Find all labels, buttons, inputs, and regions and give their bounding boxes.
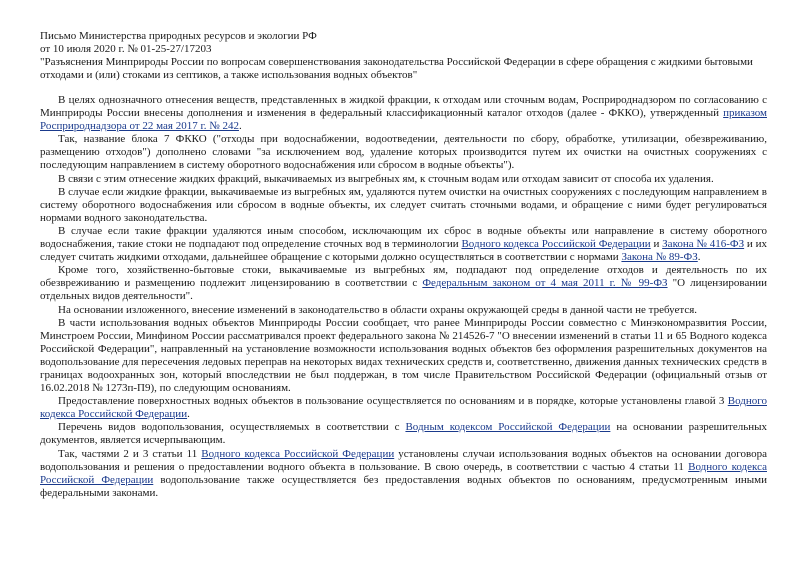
link-law-416[interactable]: Закона № 416-ФЗ [662,238,745,251]
link-order-rpn-242[interactable]: приказом Росприроднадзора от 22 мая 2017 г. № 242 [40,107,767,133]
link-law-89[interactable]: Закона № 89-ФЗ [621,251,698,264]
document-body [40,94,767,500]
document-issuer: Письмо Министерства природных ресурсов и экологии РФ [40,30,317,42]
paragraph-5: В случае если такие фракции удаляются иным способом, исключающим их сброс в водные объекты или направление в систему оборотного водоснабжения, такие стоки не подпадают под определение сточных вод в терминологии Водного кодекса Российской Федерации и Закона № 416-ФЗ и их следует считать жидкими отходами, дальнейшее обращение с которыми должно осуществляться в соответствии с нормами Закона № 89-ФЗ. [40,224,767,264]
document-title: "Разъяснения Минприроды России по вопросам совершенствования законодательства Российской Федерации в сфере обращения с жидкими бытовыми отходами и (или) стоками из септиков, а также использования водных объектов" [40,56,753,81]
paragraph-11: Так, частями 2 и 3 статьи 11 Водного кодекса Российской Федерации установлены случаи использования водных объектов на основании договора водопользования и решения о предоставлении водного объекта в пользование. В свою очередь, в соответствии с частью 4 статьи 11 Водного кодекса Российской Федерации водопользование также осуществляется без предоставления водных объектов по основаниям, предусмотренным иными федеральными законами. [40,447,767,499]
link-water-code[interactable]: Водным кодексом Российской Федерации [405,421,611,434]
paragraph-7: На основании изложенного, внесение изменений в законодательство в области охраны окружающей среды в данной части не требуется. [58,303,698,316]
paragraph-8: В части использования водных объектов Минприроды России сообщает, что ранее Минприроды России совместно с Минэкономразвития России, Минстроем России, Минфином России рассматривался проект федерального закона № 214526-7 "О внесении изменений в статьи 11 и 65 Водного кодекса Российской Федерации", направленный на установление возможности использования водных объектов без оформления разрешительных документов на водопользование для пересечения ледовых переправ на некоторых видах технических средств и, соответственно, движения данных технических средств в границах водоохранных зон, который впоследствии не был поддержан, в том числе Правительством Российской Федерации (официальный отзыв от 16.02.2018 № 1273п-П9), по следующим основаниям. [40,316,767,395]
link-law-99[interactable]: Федеральным законом от 4 мая 2011 г. № 99-ФЗ [422,277,668,290]
paragraph-10: Перечень видов водопользования, осуществляемых в соответствии с Водным кодексом Российской Федерации на основании разрешительных документов, является исчерпывающим. [40,421,768,447]
link-water-code[interactable]: Водного кодекса Российской Федерации [40,460,767,486]
paragraph-9: Предоставление поверхностных водных объектов в пользование осуществляется по основаниям и в порядке, которые установлены главой 3 Водного кодекса Российской Федерации. [40,395,767,421]
paragraph-2: Так, название блока 7 ФККО ("отходы при водоснабжении, водоотведении, деятельности по сбору, обработке, утилизации, обезвреживанию, размещению отходов") дополнено словами "за исключением вод, удаление которых производится путем их очистки на очистных сооружениях с последующим направлением в систему оборотного водоснабжения или сбросом в водные объекты"). [40,133,767,172]
paragraph-4: В случае если жидкие фракции, выкачиваемые из выгребных ям, удаляются путем очистки на очистных сооружениях с последующим направлением в систему оборотного водоснабжения или сбросом в водные объекты, их следует считать сточными водами, и обращение с ними будет регулироваться нормами водного законодательства. [40,185,767,224]
link-water-code[interactable]: Водного кодекса Российской Федерации [40,395,767,421]
document-page [40,30,767,500]
link-water-code[interactable]: Водного кодекса Российской Федерации [461,238,651,251]
paragraph-6: Кроме того, хозяйственно-бытовые стоки, выкачиваемые из выгребных ям, подпадают под определение отходов и деятельность по их обезвреживанию и размещению подлежит лицензированию в соответствии с Федеральным законом от 4 мая 2011 г. № 99-ФЗ "О лицензировании отдельных видов деятельности". [40,264,767,303]
paragraph-1: В целях однозначного отнесения веществ, представленных в жидкой фракции, к отходам или сточным водам, Росприроднадзором по согласованию с Минприроды России внесены дополнения и изменения в федеральный классификационный каталог отходов (далее - ФККО), утвержденный приказом Росприроднадзора от 22 мая 2017 г. № 242. [40,94,767,133]
link-water-code[interactable]: Водного кодекса Российской Федерации [201,447,395,460]
paragraph-3: В связи с этим отнесение жидких фракций, выкачиваемых из выгребных ям, к сточным водам или отходам зависит от способа их удаления. [58,172,714,185]
document-date-number: от 10 июля 2020 г. № 01-25-27/17203 [40,43,212,55]
